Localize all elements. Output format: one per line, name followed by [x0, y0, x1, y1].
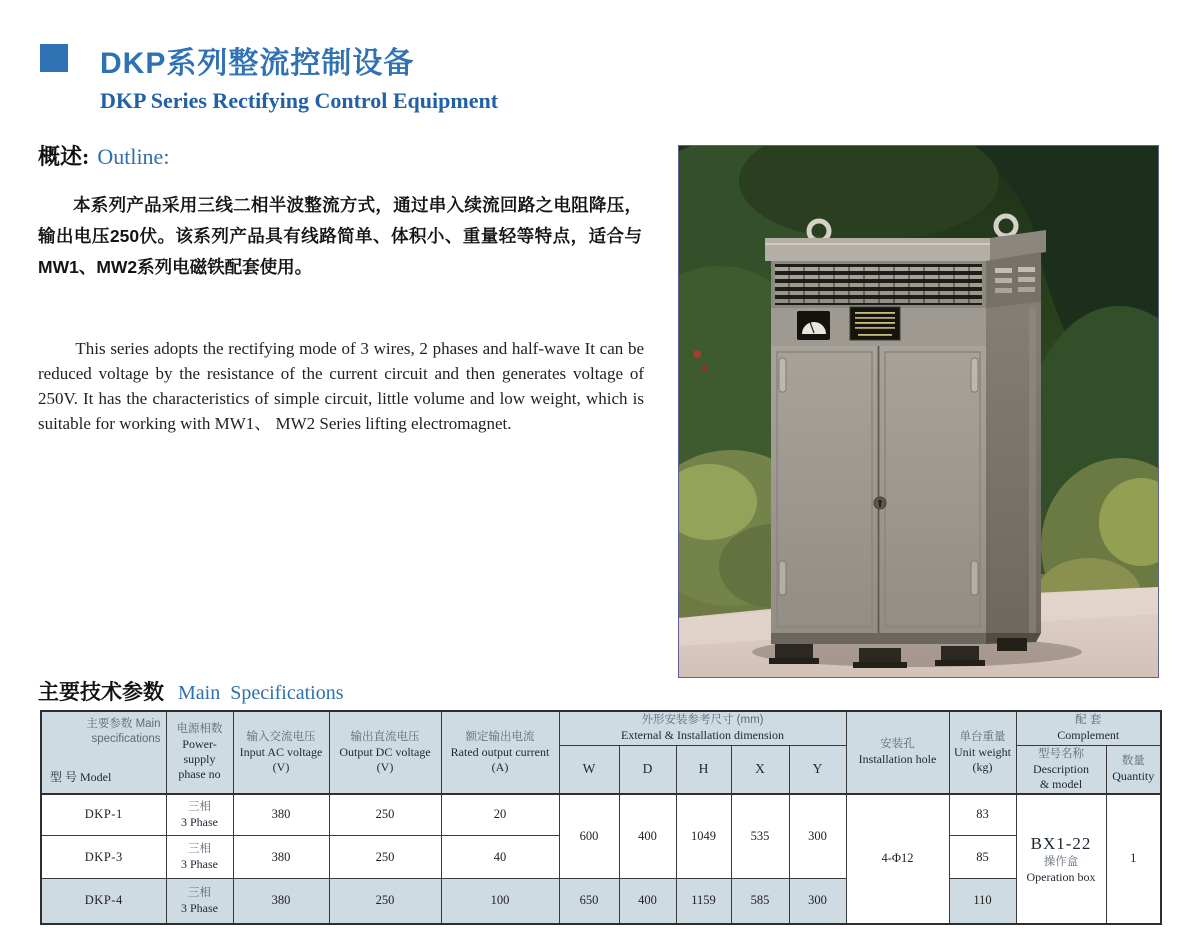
- cell-phase: 三相 3 Phase: [166, 794, 233, 836]
- cell-dim-w-merged: 600: [559, 794, 619, 879]
- cell-dim-x-merged: 535: [731, 794, 789, 879]
- cell-installation-hole-merged: 4-Φ12: [846, 794, 949, 924]
- cell-model: DKP-3: [41, 836, 166, 879]
- specifications-table: [40, 710, 1162, 925]
- cell-phase: 三相 3 Phase: [166, 879, 233, 924]
- header-unit-weight: 单台重量 Unit weight (kg): [949, 711, 1016, 794]
- side-vents: [986, 252, 1041, 308]
- cell-dim-w: 650: [559, 879, 619, 924]
- cell-input-v: 380: [233, 794, 329, 836]
- specs-heading-en: Main Specifications: [178, 682, 344, 704]
- header-phase: 电源相数 Power-supply phase no: [166, 711, 233, 794]
- cell-model: DKP-4: [41, 879, 166, 924]
- cell-rated-a: 20: [441, 794, 559, 836]
- header-dim-y: Y: [789, 745, 846, 794]
- cell-dim-y: 300: [789, 879, 846, 924]
- cell-dim-x: 585: [731, 879, 789, 924]
- meter-gauge: [797, 311, 830, 340]
- title-bullet-square: [40, 44, 68, 72]
- cell-dim-h: 1159: [676, 879, 731, 924]
- cell-weight: 85: [949, 836, 1016, 879]
- corner-top-line2: specifications: [91, 733, 161, 745]
- table-row: [41, 794, 1161, 836]
- header-input-voltage: 输入交流电压 Input AC voltage (V): [233, 711, 329, 794]
- header-rated-current: 额定输出电流 Rated output current (A): [441, 711, 559, 794]
- cell-output-v: 250: [329, 836, 441, 879]
- cell-rated-a: 100: [441, 879, 559, 924]
- header-complement-group: 配 套 Complement: [1016, 711, 1161, 745]
- header-dim-h: H: [676, 745, 731, 794]
- header-output-voltage: 输出直流电压 Output DC voltage (V): [329, 711, 441, 794]
- cell-rated-a: 40: [441, 836, 559, 879]
- cell-dim-h-merged: 1049: [676, 794, 731, 879]
- outline-paragraph-en: This series adopts the rectifying mode of 3 wires, 2 phases and half-wave It can be reduced voltage by the resistance of the current circuit and then generates voltage of 250V. It has the characteristics of simple circuit, little volume and low weight, which is suitable for working with MW1、 MW2 Series lifting electromagnet.: [38, 339, 644, 433]
- cell-weight: 110: [949, 879, 1016, 924]
- cell-complement-merged: BX1-22 操作盒 Operation box: [1016, 794, 1106, 924]
- cell-input-v: 380: [233, 836, 329, 879]
- cell-weight: 83: [949, 794, 1016, 836]
- cell-output-v: 250: [329, 879, 441, 924]
- cell-model: DKP-1: [41, 794, 166, 836]
- cell-dim-d: 400: [619, 879, 676, 924]
- cell-dim-d-merged: 400: [619, 794, 676, 879]
- outline-heading-en: Outline:: [97, 144, 170, 169]
- header-dim-x: X: [731, 745, 789, 794]
- header-dim-w: W: [559, 745, 619, 794]
- cell-quantity-merged: 1: [1106, 794, 1161, 924]
- page-title-en: DKP Series Rectifying Control Equipment: [100, 88, 499, 113]
- cabinet-doors: [771, 346, 986, 633]
- corner-bottom: 型 号 Model: [50, 769, 112, 784]
- header-quantity: 数量 Quantity: [1106, 745, 1161, 794]
- specs-heading: [38, 676, 344, 706]
- header-installation-hole: 安装孔 Installation hole: [846, 711, 949, 794]
- nameplate: [850, 307, 900, 340]
- table-row: [41, 879, 1161, 924]
- page-title-cn: DKP系列整流控制设备: [100, 47, 415, 80]
- cell-output-v: 250: [329, 794, 441, 836]
- outline-paragraph-cn: 本系列产品采用三线二相半波整流方式，通过串入续流回路之电阻降压，输出电压250伏。该系列产品具有线路简单、体积小、重量轻等特点，适合与MW1、MW2系列电磁铁配套使用。: [38, 195, 642, 277]
- vent-grille: [771, 261, 986, 308]
- outline-heading: [38, 140, 169, 171]
- cabinet: [765, 216, 1046, 668]
- header-description-model: 型号名称 Description & model: [1016, 745, 1106, 794]
- header-dim-d: D: [619, 745, 676, 794]
- cell-input-v: 380: [233, 879, 329, 924]
- cell-phase: 三相 3 Phase: [166, 836, 233, 879]
- product-photo: [678, 145, 1159, 678]
- cell-dim-y-merged: 300: [789, 794, 846, 879]
- specs-heading-cn: 主要技术参数: [38, 681, 164, 704]
- product-photo-illustration: [679, 146, 1158, 677]
- corner-top-line1: 主要参数 Main: [86, 718, 161, 730]
- header-dimension-group: 外形安装参考尺寸 (mm) External & Installation dimension: [559, 711, 846, 745]
- header-corner-cell: [41, 711, 166, 794]
- outline-heading-cn: 概述:: [38, 144, 90, 169]
